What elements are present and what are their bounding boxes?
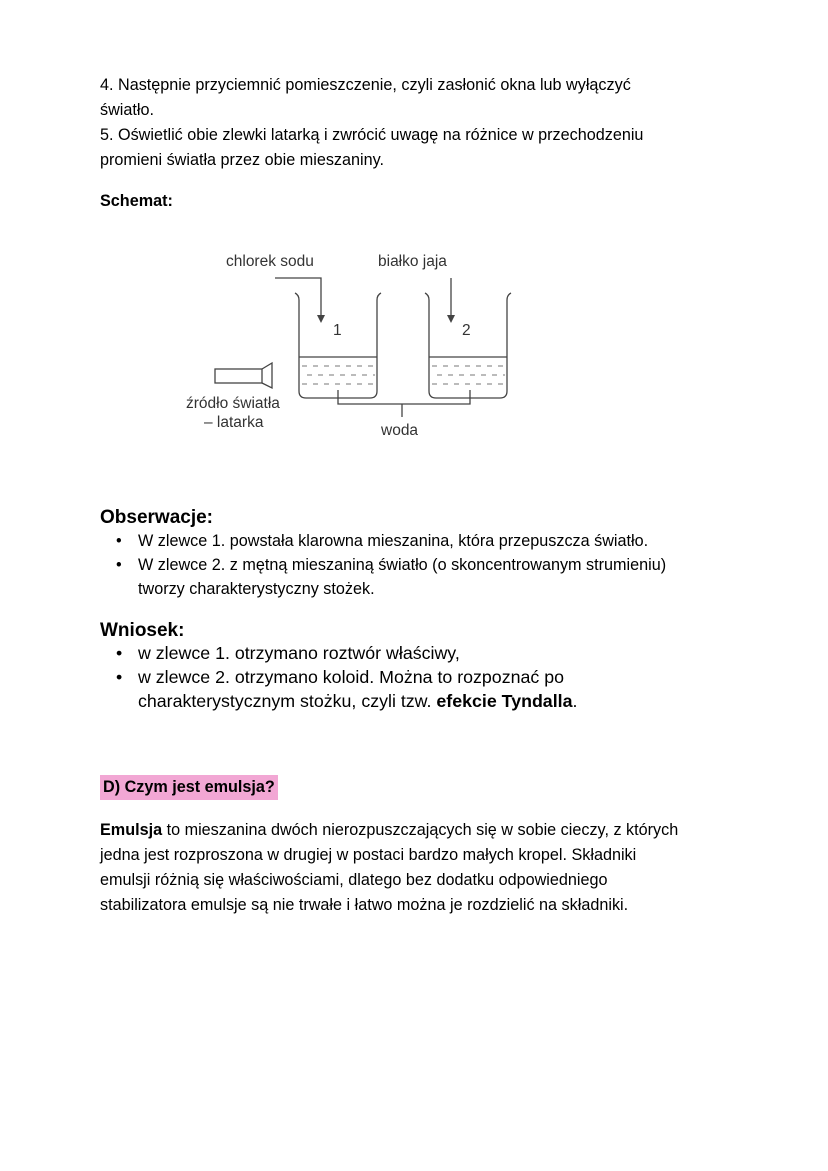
- step-5-line-1: 5. Oświetlić obie zlewki latarką i zwrócić uwagę na różnice w przechodzeniu: [100, 126, 644, 144]
- beaker-2-number: 2: [462, 322, 471, 339]
- observation-1: W zlewce 1. powstała klarowna mieszanina, która przepuszcza światło.: [138, 532, 649, 550]
- emulsion-line-4: stabilizatora emulsje są nie trwałe i łatwo można je rozdzielić na składniki.: [100, 896, 629, 914]
- water-bracket: [338, 390, 470, 404]
- tyndall-effect-term: efekcie Tyndalla: [436, 691, 573, 711]
- conclusion-2-line-1: w zlewce 2. otrzymano koloid. Można to rozpoznać po: [138, 667, 564, 687]
- diagram-svg: [180, 245, 540, 445]
- arrowhead-egg: [447, 315, 455, 323]
- flashlight-body: [215, 369, 262, 383]
- emulsion-term: Emulsja: [100, 821, 163, 839]
- step-4-line-2: światło.: [100, 101, 154, 119]
- conclusion-list: [100, 641, 740, 713]
- flashlight-head: [262, 363, 272, 388]
- section-d-title: D) Czym jest emulsja?: [100, 775, 278, 800]
- label-salt: chlorek sodu: [226, 253, 314, 270]
- list-item: [100, 641, 740, 665]
- emulsion-definition: [100, 818, 740, 918]
- list-item: [100, 665, 740, 713]
- step-4-line-1: 4. Następnie przyciemnić pomieszczenie, czyli zasłonić okna lub wyłączyć: [100, 76, 631, 94]
- procedure-steps: [100, 73, 740, 173]
- observations-heading: Obserwacje:: [100, 507, 213, 528]
- emulsion-line-2: jedna jest rozproszona w drugiej w postaci bardzo małych kropel. Składniki: [100, 846, 637, 864]
- bullet-icon: •: [116, 556, 122, 574]
- conclusion-2-prefix: charakterystycznym stożku, czyli tzw.: [138, 691, 437, 711]
- arrowhead-salt: [317, 315, 325, 323]
- conclusion-2-line-2: [138, 689, 740, 713]
- observation-2-line-1: W zlewce 2. z mętną mieszaniną światło (o skoncentrowanym strumieniu): [138, 556, 667, 574]
- arrow-salt-line: [275, 278, 321, 319]
- label-water: woda: [381, 422, 419, 439]
- bullet-icon: •: [116, 643, 123, 663]
- beaker-1: [295, 293, 381, 398]
- beaker-1-number: 1: [333, 322, 342, 339]
- observation-2-line-2: tworzy charakterystyczny stożek.: [138, 580, 375, 598]
- conclusion-2-suffix: .: [572, 691, 578, 711]
- step-5-line-2: promieni światła przez obie mieszaniny.: [100, 151, 384, 169]
- observations-list: [100, 529, 740, 601]
- label-egg: białko jaja: [378, 253, 447, 270]
- label-source-line-2: – latarka: [204, 414, 264, 431]
- list-item: [100, 529, 740, 553]
- schemat-heading: Schemat:: [100, 192, 173, 210]
- experiment-diagram: [180, 245, 540, 445]
- list-item: [100, 553, 740, 601]
- emulsion-line-3: emulsji różnią się właściwościami, dlatego bez dodatku odpowiedniego: [100, 871, 608, 889]
- emulsion-line-1-rest: to mieszanina dwóch nierozpuszczających się w sobie cieczy, z których: [162, 821, 679, 839]
- emulsion-line-1: [100, 818, 740, 843]
- bullet-icon: •: [116, 667, 123, 687]
- conclusion-heading: Wniosek:: [100, 620, 185, 641]
- beaker-2: [425, 293, 511, 398]
- bullet-icon: •: [116, 532, 122, 550]
- conclusion-1: w zlewce 1. otrzymano roztwór właściwy,: [138, 643, 460, 663]
- label-source-line-1: źródło światła: [186, 395, 280, 412]
